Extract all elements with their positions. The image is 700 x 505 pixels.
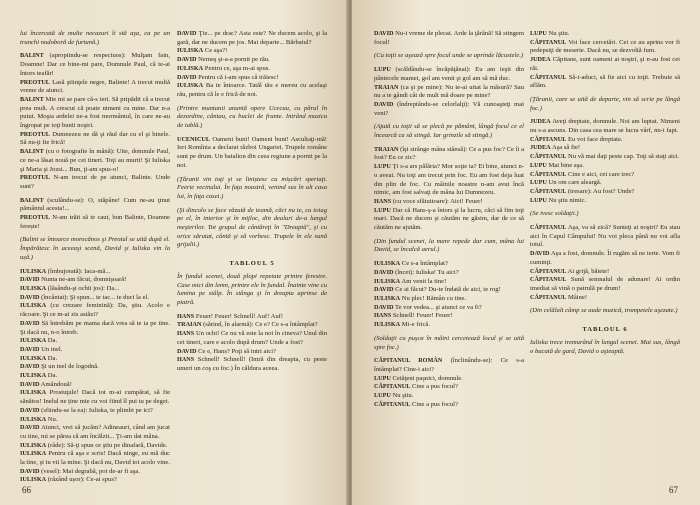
line-text: Ţie... pe drac? Asta este? Ne ducem acolo, şi la gară, dar ne ducem pe jos. Mai departe... Bărbatul?: [177, 30, 327, 46]
speaker-name: HANS: [177, 356, 195, 364]
line-text: lui încercată de multe necazuri îi stă aşa, ca pe un trunchi nodoboră de furtună.): [20, 30, 170, 46]
speaker-name: PREOTUL: [20, 130, 50, 138]
line-text: Oameni buni! Oameni buni! Ascultaţi-mă! Ieri Romînia a declarat război Ungariei. Trupele române sunt pe drum. Un batalion din ceea regiune a pornit pe la noi.: [177, 135, 327, 169]
stage-direction: [20, 236, 170, 262]
right-page: [352, 0, 700, 505]
speaker-name: IULISKA: [20, 302, 47, 310]
dialogue-line: [20, 52, 170, 78]
speaker-name: CĂPITANUL: [530, 276, 567, 284]
line-text: Ce ai făcut? Du-te îndată de aici, te rog!: [395, 286, 501, 294]
dialogue-line: [374, 375, 524, 384]
dialogue-line: [530, 74, 680, 91]
dialogue-line: [374, 357, 524, 374]
dialogue-line: [20, 276, 170, 285]
speaker-name: HANS: [374, 197, 392, 205]
line-text: Nemeş şi-a-a pornit pe rău.: [198, 56, 270, 64]
speaker-name: CĂPITANUL: [374, 400, 411, 408]
speaker-name: DAVID: [177, 73, 197, 81]
line-text: Cetăţeni paşnici, domnule.: [392, 374, 463, 382]
speaker-name: HANS: [177, 312, 195, 320]
speaker-name: CĂPITANUL: [530, 73, 567, 81]
speaker-name: DAVID: [20, 276, 40, 284]
dialogue-line: [530, 294, 680, 303]
dialogue-line: [530, 153, 680, 162]
line-text: Aşa, va să zică? Sunteţi ai noştri? Eu stau aici în Capul Câmpului! Nu voi pleca până nu voi afla totul.: [530, 224, 680, 249]
line-text: (cu crezare feminină): Da, ştiu. Acolo e răcoare. Şi ce m-ai zis astăzi?: [20, 302, 170, 319]
speaker-name: DAVID: [20, 406, 40, 414]
dialogue-line: [20, 320, 170, 337]
line-text: Iuliska trece tremurând în lungul scenei. Mai sus, lângă o bucată de gard, David o aşteaptă.: [530, 338, 680, 355]
speaker-name: DAVID: [20, 319, 40, 327]
line-text: În fundul scenei, două plopi repetate printre ferestre. Case mici din lemn, printre ele în fundal. Înainte vine cu lumina pe stâlp. În stânga şi în dreapta aprinse de piatră.: [177, 272, 327, 306]
line-text: (scăldându-se încăpăţânat): Eu am ieşit din pântecele mamei, gol am venit şi gol am să mă duc.: [374, 66, 524, 82]
left-page: [0, 0, 348, 505]
stage-direction: [177, 273, 327, 308]
line-text: (râzând ușor): Ce-ai spus?: [47, 476, 117, 484]
dialogue-line: [530, 162, 680, 171]
dialogue-line: [20, 450, 170, 467]
line-text: Dumnezeu ne dă şi răul dar cu el şi binele. Să nu-ţi fie frică!: [20, 130, 170, 147]
line-text: Să-i-aduci, să fie aici cu toţii. Trebuie să aflăm.: [530, 73, 680, 90]
dialogue-line: [20, 131, 170, 148]
speaker-name: JUDEA: [530, 144, 551, 152]
line-text: Nu plec! Rămân cu tine.: [401, 294, 467, 302]
line-text: Şi un inel de logodnă.: [41, 363, 99, 371]
dialogue-line: [530, 118, 680, 135]
speaker-name: BALINT: [20, 52, 44, 60]
right-page-column-1: [374, 30, 524, 470]
line-text: Voi face cercetări. Cei ce au aprins vor fi pedepsiţi de meserie. Dacă nu, se dezvoltă fum.: [530, 38, 680, 55]
dialogue-line: [374, 101, 524, 118]
speaker-name: IULISKA: [20, 372, 47, 380]
speaker-name: TRAIAN: [177, 321, 202, 329]
line-text: Atunci, vrei să jucăm? Adineauri, când am jucat cu tine, mi se părea că am încălzit... Ţi-am dat mâna.: [20, 424, 170, 440]
spacer: [530, 316, 680, 321]
dialogue-line: [374, 383, 524, 392]
stage-direction: [530, 307, 680, 316]
dialogue-line: [374, 401, 524, 410]
line-text: (Balint se întoarce morocănos şi Preotul se uită după el. Împărătesc în aceeaşi scenă, David şi Iuliska vin la ușă.): [20, 236, 170, 261]
line-text: Feuer! Feuer! Schnell! Auf! Auf!: [195, 312, 284, 320]
dialogue-line: [530, 56, 680, 73]
dialogue-line: [20, 148, 170, 174]
dialogue-line: [374, 286, 524, 295]
line-text: Schnell! Schnell! (Intră din dreapta, cu peste umeri un coş cu foc.) În căldura aceea.: [177, 356, 328, 372]
dialogue-line: [530, 250, 680, 267]
line-text: (Cu toţii se aşează spre focul unde se aprinde lăcustele.): [374, 52, 524, 60]
line-text: (Din celălalt câmp se aude muzică, trompetele aşezate.): [530, 307, 678, 315]
speaker-name: DAVID: [177, 30, 197, 37]
dialogue-line: [177, 30, 327, 47]
speaker-name: BALINT: [20, 95, 44, 103]
line-text: Da.: [47, 337, 58, 345]
dialogue-line: [20, 476, 170, 485]
stage-direction: [530, 339, 680, 356]
speaker-name: DAVID: [20, 293, 40, 301]
speaker-name: LUPU: [374, 392, 391, 400]
line-text: Da.: [47, 354, 58, 362]
line-text: Cine e aici, cei care trec?: [567, 170, 635, 178]
speaker-name: DAVID: [374, 268, 394, 276]
line-text: Mai bine aşa.: [548, 161, 584, 169]
speaker-name: LUPU: [374, 206, 391, 214]
scene-heading: TABLOUL 5: [229, 260, 275, 268]
speaker-name: DAVID: [20, 424, 40, 432]
line-text: Nu ştiu.: [392, 392, 414, 400]
line-text: Un ochi! Ce nu vă este la noi în cineva? Unul din cei tineri, care e acolo după drum? Unde a fost?: [177, 330, 327, 346]
dialogue-line: [20, 416, 170, 425]
line-text: Lasă ştiinţele negre, Balinte! A trecut multă vreme de atunci.: [20, 78, 170, 95]
dialogue-line: [20, 214, 170, 231]
speaker-name: DAVID: [374, 286, 394, 294]
speaker-name: CĂPITANUL: [530, 170, 567, 178]
speaker-name: IULISKA: [20, 441, 47, 449]
dialogue-line: [20, 407, 170, 416]
dialogue-line: [530, 197, 680, 206]
page-number: 66: [22, 485, 31, 495]
speaker-name: LUPU: [530, 161, 547, 169]
line-text: N-am trăit să te caut, bun Balinte, Doamne ferește!: [20, 214, 170, 230]
dialogue-line: [530, 179, 680, 188]
speaker-name: HANS: [374, 312, 392, 320]
dialogue-line: [20, 372, 170, 381]
speaker-name: JUDEA: [530, 56, 551, 64]
line-text: (Ajută cu toţii să se plecă pe pământ, lângă focul ce el încearcă ca să stingă. Iar grinzile să stingă.): [374, 123, 524, 140]
speaker-name: CĂPITANUL: [530, 153, 567, 161]
line-text: (sculându-se): O, stăpâne! Cum ne-au ţinut pământul acesta!...: [20, 196, 170, 213]
speaker-name: IULISKA: [20, 284, 47, 292]
dialogue-line: [20, 96, 170, 131]
stage-direction: [177, 207, 327, 251]
dialogue-line: [20, 363, 170, 372]
speaker-name: IULISKA: [374, 260, 401, 268]
dialogue-line: [530, 144, 680, 153]
dialogue-line: [177, 47, 327, 56]
speaker-name: DAVID: [374, 30, 394, 37]
speaker-name: IULISKA: [20, 354, 47, 362]
dialogue-line: [20, 268, 170, 277]
speaker-name: IULISKA: [20, 415, 47, 423]
line-text: Ţi s-a ars pălăria? Mor soţie ta? Ei bine, atunci n-o aveai. Nu toţi am trecut prin foc. Eu am fost deja luat din plin de foc. Cu mâinile noastre n-am avut încă nimic, am fost salvaţi de mâna lui Dumnezeu.: [374, 163, 525, 197]
line-text: Căpitane, sunt oameni ai noştri, şi n-au fost cei răi.: [530, 56, 680, 72]
speaker-name: CĂPITANUL: [530, 38, 567, 46]
dialogue-line: [177, 136, 327, 171]
speaker-name: LUPU: [374, 66, 391, 74]
speaker-name: LUPU: [374, 374, 391, 382]
line-text: (sărind, în alarmă): Ce e? Ce s-a întâmplat?: [203, 321, 318, 329]
dialogue-line: [20, 424, 170, 441]
line-text: (încet): Iuliska! Tu aici?: [395, 268, 459, 276]
line-text: (Se ivesc soldaţii.): [530, 210, 579, 218]
dialogue-line: [177, 348, 327, 357]
dialogue-line: [177, 330, 327, 347]
dialogue-line: [374, 392, 524, 401]
line-text: Schnell! Feuer! Feuer!: [392, 312, 453, 320]
line-text: Ce aşa?!: [204, 47, 228, 55]
spacer: [177, 250, 327, 255]
dialogue-line: [177, 313, 327, 322]
dialogue-line: [374, 260, 524, 269]
line-text: Nunta ne-am făcut, domnişoară!: [41, 276, 127, 284]
speaker-name: IULISKA: [20, 450, 47, 458]
dialogue-line: [530, 276, 680, 293]
stage-direction: [20, 30, 170, 47]
line-text: Te vor vedea... şi atunci ce va fi?: [395, 303, 482, 311]
dialogue-line: [530, 171, 680, 180]
dialogue-line: [20, 355, 170, 364]
scene-heading: TABLOUL 6: [582, 326, 628, 334]
left-page-column-2: [177, 30, 327, 470]
dialogue-line: [374, 321, 524, 330]
line-text: (Şi dincolo se face văzută de teamă, căci nu te, cu toiag pe el, în interior şi în mijloc, din dealuri de-a lungul meşterilor. Tot grupul de cântăreţi în "Dreaptă", şi cu orice sărutat, cântă şi să vorbesc. Trupele în ele sună grijulii.): [177, 206, 327, 249]
line-text: Aşa să fie!: [551, 144, 581, 152]
dialogue-line: [20, 197, 170, 214]
speaker-name: IULISKA: [374, 277, 401, 285]
dialogue-line: [374, 30, 524, 47]
dialogue-line: [374, 198, 524, 207]
dialogue-line: [374, 295, 524, 304]
speaker-name: CĂPITANUL: [530, 224, 567, 232]
dialogue-line: [20, 285, 170, 294]
line-text: Aveţi dreptate, domnule. Noi am luptat. Nimeni nu s-a ascuns. Din casa cea mare se lucra vârf, nu-i fapt.: [530, 118, 680, 135]
dialogue-line: [374, 66, 524, 83]
dialogue-line: [374, 84, 524, 101]
line-text: Cine a pus focul?: [411, 400, 458, 408]
dialogue-line: [530, 188, 680, 197]
line-text: Ce s-a întâmplat?: [401, 260, 448, 268]
line-text: (ca şi pe mine): Nu te-ai uitat la măsură? Sau nu a te gândi cât de mult mă doare pe mine?: [374, 83, 525, 100]
dialogue-line: [374, 278, 524, 287]
line-text: Un om care aleargă.: [548, 179, 602, 187]
line-text: Nu ştiu nimic.: [548, 196, 587, 204]
line-text: Pentru că aşa e scris! Dacă ninge, eu mă duc la tine, şi tu vii la mine. Şi dacă nu, David tot acolo vine.: [20, 450, 170, 467]
speaker-name: DAVID: [177, 347, 197, 355]
speaker-name: CĂPITANUL: [530, 267, 567, 275]
dialogue-line: [177, 65, 327, 74]
stage-direction: [530, 96, 680, 113]
line-text: (îşi strânge mâna stânsă): Ce a pus foc? Ce îi a fost? Eu ce zic?: [374, 145, 524, 162]
speaker-name: TRAIAN: [374, 145, 399, 153]
speaker-name: PREOTUL: [20, 214, 50, 222]
line-text: Nu vă mai daţi peste cap. Toţi să staţi aici.: [567, 153, 680, 161]
speaker-name: LUPU: [530, 196, 547, 204]
line-text: Cine a pus focul?: [411, 383, 458, 391]
speaker-name: IULISKA: [177, 82, 204, 90]
stage-direction: [374, 238, 524, 255]
dialogue-line: [374, 207, 524, 233]
line-text: (râde): Să-ţi spun ce ştiu pe dinafară, Davide.: [47, 441, 168, 449]
line-text: Un inel.: [41, 345, 63, 353]
line-text: Să întrebăm pe mama dacă vrea să te ia pe tine. Şi dacă nu, n-o întreb.: [20, 319, 170, 336]
line-text: (îndreptându-se celorlalţi): Vă cunoaşteţi mai veni?: [374, 100, 524, 117]
line-text: Nu.: [47, 415, 58, 423]
line-text: (îmbujorată): Iaca-mă...: [47, 267, 111, 275]
speaker-name: LUPU: [374, 163, 391, 171]
line-text: (Din fundul scenei, la mare repede dar cum, mâna lui David, se încalcă aerul.): [374, 237, 524, 254]
speaker-name: CĂPITANUL: [374, 383, 411, 391]
stage-direction: [530, 210, 680, 219]
dialogue-line: [20, 174, 170, 191]
speaker-name: CĂPITANUL: [530, 293, 567, 301]
speaker-name: PREOTUL: [20, 78, 50, 86]
dialogue-line: [530, 136, 680, 145]
dialogue-line: [374, 163, 524, 198]
speaker-name: DAVID: [374, 100, 394, 108]
speaker-name: DAVID: [374, 303, 394, 311]
line-text: Eu voi face dreptate.: [567, 135, 623, 143]
line-text: Ce e, Hans? Poţi să intri aici?: [198, 347, 276, 355]
line-text: (Ţăranii, care se uită de departe, vin să scrie pe lângă foc.): [530, 95, 680, 112]
line-text: Mie mi se pare că-s ieri. Să pripădit că a trecut prea mult. A crescut că poate nimeni cu mine. Dar n-a putut. Moşia ardelei ne-a fost mormântul, în care ne-au îngropat pe toţi bunii noştri.: [20, 95, 170, 130]
speaker-name: DAVID: [530, 250, 550, 258]
speaker-name: IULISKA: [20, 267, 47, 275]
line-text: Pentru că i-am spus că trăiesc!: [198, 73, 279, 81]
dialogue-line: [20, 294, 170, 303]
speaker-name: TRAIAN: [374, 83, 399, 91]
line-text: Dar că Hans-ş-a întors şi la lucru, căci să fim toţi mari. Dacă ne ducem şi căutăm ne găsim, dar de ce să căutăm ne ajutăm.: [374, 206, 524, 232]
dialogue-line: [177, 74, 327, 83]
line-text: (cu o fotografie în mână): Uite, domnule Paul, ce ne-a lăsat nouă pe cei tineri. Toţi au murit! Şi Iuliska şi Maria şi Jozsi... Bun, ţi-am spus-o!: [20, 148, 170, 173]
dialogue-line: [20, 346, 170, 355]
dialogue-line: [374, 269, 524, 278]
stage-direction: [374, 335, 524, 352]
speaker-name: BALINT: [20, 196, 44, 204]
dialogue-line: [20, 302, 170, 319]
line-text: (încântat): Şi spun... te tac... te duci la el.: [41, 293, 149, 301]
speaker-name: PREOTUL: [20, 174, 50, 182]
dialogue-line: [530, 39, 680, 56]
line-text: (Printre muntanii anuntă opere Ucecuu, cu părul în dezordine, cântau, cu buclei de frunte. Intrând muzica de tablă.): [177, 104, 327, 130]
dialogue-line: [177, 56, 327, 65]
line-text: (înclinându-se): Ce s-a întâmplat? Cine-i aici?: [374, 357, 524, 373]
left-page-column-1: [20, 30, 170, 484]
line-text: Ai grijă, băiete!: [567, 267, 610, 275]
speaker-name: DAVID: [20, 363, 40, 371]
dialogue-line: [374, 146, 524, 163]
dialogue-line: [20, 381, 170, 390]
line-text: (vesel): Mai degrabă, pot de-ar fi aşa.: [41, 467, 141, 475]
speaker-name: HANS: [177, 330, 195, 338]
dialogue-line: [20, 79, 170, 96]
stage-direction: [177, 105, 327, 131]
dialogue-line: [374, 312, 524, 321]
speaker-name: CĂPITANUL: [530, 187, 567, 195]
line-text: Mi-e frică.: [401, 321, 430, 329]
speaker-name: CĂPITANUL: [530, 135, 567, 143]
dialogue-line: [20, 468, 170, 477]
dialogue-line: [530, 268, 680, 277]
speaker-name: IULISKA: [20, 389, 47, 397]
line-text: (Soldaţii cu puşca în mâini cercetează locul şi se uită spre foc.): [374, 334, 524, 351]
speaker-name: LUPU: [530, 30, 547, 37]
speaker-name: LUPU: [530, 179, 547, 187]
line-text: Amândouă!: [40, 380, 72, 388]
stage-direction: [177, 176, 327, 202]
line-text: (tresare): Au fost? Unde?: [567, 187, 635, 195]
line-text: (lăsându-şi ochii jos): Da...: [47, 284, 120, 292]
line-text: Aşa a fost, domnule. Îi rugăm să ne ierte. Vom fi cuminţi.: [530, 250, 680, 266]
speaker-name: IULISKA: [20, 337, 47, 345]
speaker-name: IULISKA: [20, 476, 47, 484]
speaker-name: IULISKA: [374, 294, 401, 302]
speaker-name: UCENICUL: [177, 135, 211, 143]
line-text: Pentru ce, aşa m-ai spus.: [204, 64, 270, 72]
line-text: (Ţăranii vin toţi şi se liniștesc cu mișcări speriaţi. Feerie vecinului. În faţa noastră, venind sus în alt casa lui, în faţa casei.): [177, 175, 327, 200]
line-text: Mâine!: [567, 293, 588, 301]
line-text: Ba te întoarce. Tatăl tău e mereu cu acelaşi rău, pentru că le e frică de noi.: [177, 82, 327, 98]
line-text: Da.: [47, 372, 58, 380]
line-text: Nu ştiu.: [548, 30, 570, 37]
speaker-name: IULISKA: [177, 47, 204, 55]
speaker-name: JUDEA: [530, 118, 551, 126]
stage-direction: [374, 52, 524, 61]
line-text: (apropiindu-se respectuos): Mulţam fain, Doamne! Dar ce bine-mi pare, Domnule Paul, că te-ai întors teafăr!: [20, 52, 170, 77]
dialogue-line: [20, 389, 170, 406]
dialogue-line: [177, 321, 327, 330]
speaker-name: DAVID: [20, 380, 40, 388]
speaker-name: DAVID: [177, 56, 197, 64]
speaker-name: IULISKA: [374, 321, 401, 329]
dialogue-line: [177, 82, 327, 99]
line-text: Am venit la tine!: [401, 277, 447, 285]
page-number: 67: [669, 485, 678, 495]
stage-direction: [374, 123, 524, 140]
right-page-column-2: [530, 30, 680, 470]
speaker-name: IULISKA: [177, 64, 204, 72]
line-text: (sfiindu-se la ea): Iuliska, te plimbi pe ici?: [41, 406, 153, 414]
line-text: (cu voce sfătuitoare): Aici! Feuer!: [392, 197, 483, 205]
line-text: Sună semnalul de adunare! Ai ordin imediat să vină o patrulă pe drum!: [530, 276, 680, 292]
speaker-name: BALINT: [20, 148, 44, 156]
speaker-name: CĂPITANUL ROMÂN: [374, 357, 443, 365]
dialogue-line: [177, 356, 327, 373]
line-text: Nu-i vreme de plecat. Arde la ţărână! Să stingem focul!: [374, 30, 524, 46]
line-text: Prostuţule! Dacă tot m-ai cumpărat, să fie sănătos! Inelul ne ține mie cu voi fiind îl pui tu pe deget.: [20, 389, 170, 406]
dialogue-line: [530, 30, 680, 39]
dialogue-line: [20, 442, 170, 451]
dialogue-line: [374, 304, 524, 313]
line-text: N-am trecut de pe atunci, Balinte. Unde sunt?: [20, 174, 170, 190]
speaker-name: DAVID: [20, 467, 40, 475]
dialogue-line: [20, 337, 170, 346]
dialogue-line: [530, 224, 680, 250]
speaker-name: DAVID: [20, 345, 40, 353]
